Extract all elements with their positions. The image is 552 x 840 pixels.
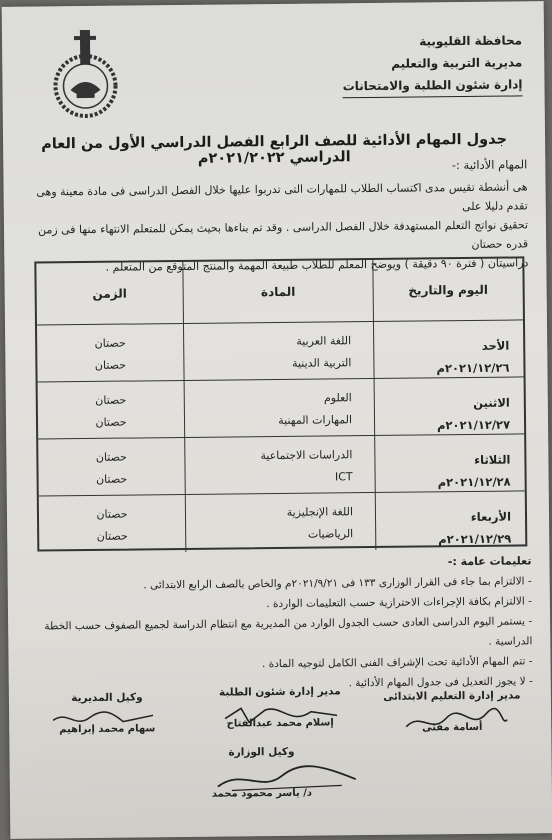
instructions-title: تعليمات عامة :-: [447, 554, 532, 569]
time-value: حصتان: [96, 507, 128, 521]
time-value: حصتان: [94, 358, 127, 372]
day-name: الأربعاء: [470, 509, 512, 524]
header-time: الزمن: [92, 286, 127, 301]
signature-title: وكيل الوزارة: [228, 745, 295, 759]
subject-name: الرياضيات: [307, 527, 354, 541]
header-block: [322, 29, 523, 98]
handwritten-signature: [401, 706, 511, 737]
subject-name: المهارات المهنية: [278, 413, 353, 427]
subject-name: العلوم: [323, 391, 352, 405]
subject-name: التربية الدينية: [291, 356, 352, 370]
handwritten-signature: [221, 701, 341, 728]
signature-name: سهام محمد إبراهيم: [59, 723, 156, 736]
day-date: ٢٠٢١/١٢/٢٩م: [438, 531, 512, 547]
intro-line: هى أنشطة تقيس مدى اكتساب الطلاب للمهارات التى تدربوا عليها خلال الفصل الدراسى فى مادة معينة وهى تقدم دليلا على: [36, 180, 528, 214]
instruction-item: - تتم المهام الأدائية تحت الإشراف الفنى الكامل لتوجيه المادة .: [261, 655, 533, 671]
intro-label: المهام الأدائية :-: [451, 157, 528, 173]
day-name: الأحد: [481, 338, 510, 353]
signature-name: د/ ياسر محمود محمد: [211, 787, 313, 800]
handwritten-signature: [212, 761, 362, 797]
time-value: حصتان: [95, 415, 127, 429]
table-row: [38, 434, 525, 496]
day-name: الثلاثاء: [474, 452, 511, 467]
day-date: ٢٠٢١/١٢/٢٧م: [436, 417, 511, 433]
header-subject: المادة: [182, 260, 373, 323]
document-title: جدول المهام الأدائية للصف الرابع الفصل الدراسي الأول من العام الدراسي ٢٠٢١/٢٠٢٢م: [41, 131, 508, 167]
instruction-item: - لا يجوز التعديل فى جدول المهام الأدائية .: [348, 675, 533, 690]
instruction-item: - يستمر اليوم الدراسى العادى حسب الجدول الوارد من المديرية مع انتظام الدراسة لجميع الصفوف حسب الخطة الدراسية .: [44, 615, 533, 648]
header-day: اليوم والتاريخ: [372, 258, 523, 321]
directorate-label: مديرية التربية والتعليم: [391, 55, 523, 71]
table-header-row: [36, 258, 523, 325]
signature-name: إسلام محمد عبدالفتاح: [226, 717, 334, 730]
subject-name: اللغة العربية: [296, 334, 352, 348]
table-row: [39, 491, 526, 553]
subject-name: ICT: [334, 470, 353, 484]
handwritten-signature: [49, 707, 159, 730]
day-name: الاثنين: [473, 395, 510, 410]
intro-line: تحقيق نواتج التعلم المستهدفة خلال الفصل الدراسى . وقد تم بناءها بحيث يمكن للمتعلم الانتهاء منها فى زمن قدره حصتان: [37, 218, 529, 251]
subject-name: الدراسات الاجتماعية: [260, 448, 353, 463]
time-value: حصتان: [94, 336, 126, 350]
signature-title: مدير إدارة شئون الطلبة: [218, 685, 341, 699]
ministry-logo: [46, 24, 125, 125]
signature-name: أسامة مفتى: [422, 721, 483, 734]
day-date: ٢٠٢١/١٢/٢٦م: [436, 360, 510, 376]
subject-name: اللغة الإنجليزية: [286, 505, 354, 519]
department-label: إدارة شئون الطلبة والامتحانات: [343, 73, 523, 98]
table-row: [37, 320, 524, 382]
time-value: حصتان: [95, 472, 128, 486]
intro-line: دراسيتان ( فترة ٩٠ دقيقة ) ويوضح المعلم للطلاب طبيعة المهمة والمنتج المتوقع من المتعلم .: [105, 256, 529, 274]
signature-title: مدير إدارة التعليم الابتدائى: [383, 689, 521, 703]
governorate-label: محافظة القليوبية: [419, 33, 523, 49]
general-instructions: [21, 551, 532, 696]
document-page: [2, 1, 552, 839]
time-value: حصتان: [95, 393, 127, 407]
time-value: حصتان: [96, 529, 128, 543]
time-value: حصتان: [95, 450, 127, 464]
table-row: [38, 377, 525, 439]
instruction-item: - الالتزام بما جاء فى القرار الوزارى ١٣٣ فى ٢٠٢١/٩/٢١م والخاص بالصف الرابع الابتدائى .: [143, 575, 532, 592]
signature-title: وكيل المديرية: [71, 691, 143, 705]
instruction-item: - الالتزام بكافة الإجراءات الاحترازية حسب التعليمات الواردة .: [266, 595, 532, 611]
schedule-table: [34, 256, 527, 551]
day-date: ٢٠٢١/١٢/٢٨م: [437, 474, 511, 490]
